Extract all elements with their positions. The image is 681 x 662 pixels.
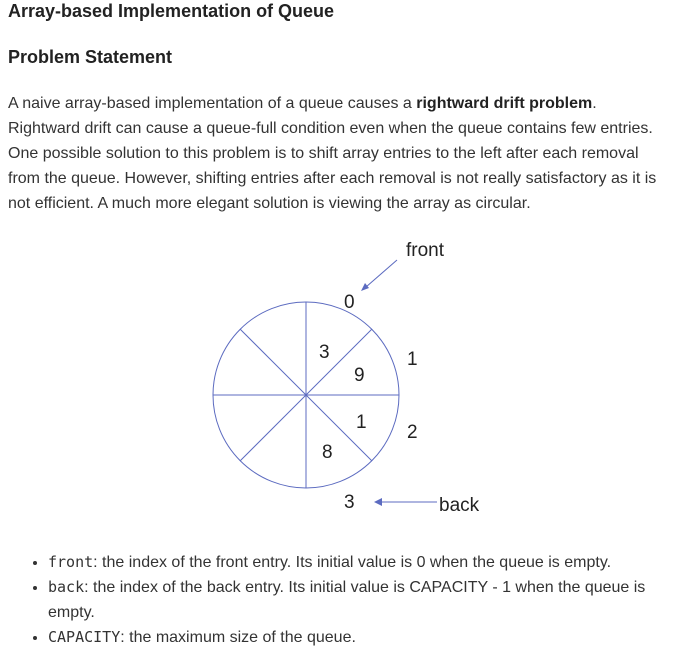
list-item	[48, 625, 681, 650]
back-arrowhead	[374, 498, 382, 506]
list-item	[48, 575, 681, 625]
front-arrowhead	[361, 283, 369, 291]
intro-paragraph	[8, 91, 672, 216]
index-label: 2	[407, 422, 418, 443]
back-label: back	[439, 495, 480, 516]
index-label: 0	[344, 292, 355, 313]
cell-value: 1	[356, 412, 367, 433]
circular-array-diagram	[0, 225, 681, 525]
definition-list	[30, 550, 681, 650]
cell-value: 9	[354, 365, 365, 386]
definition-text: : the maximum size of the queue.	[120, 629, 356, 646]
cell-value: 3	[319, 342, 330, 363]
intro-text-2: . Rightward drift can cause a queue-full condition even when the queue contains few entries. One possible solution to this problem is to shift array entries to the left after each removal from the queue. However, shifting entries after each removal is not really satisfactory as it is not efficient. A much more elegant solution is viewing the array as circular.	[8, 95, 657, 212]
section-title: Problem Statement	[8, 47, 173, 67]
front-label: front	[406, 240, 445, 261]
code-term: back	[48, 578, 85, 596]
index-label: 1	[407, 349, 418, 370]
front-arrow-line	[366, 260, 397, 287]
list-item	[48, 550, 681, 575]
code-term: CAPACITY	[48, 628, 121, 646]
code-term: front	[48, 553, 94, 571]
definition-text: : the index of the front entry. Its initial value is 0 when the queue is empty.	[93, 554, 612, 571]
intro-text-1: A naive array-based implementation of a queue causes a	[8, 95, 417, 112]
definition-text: : the index of the back entry. Its initial value is CAPACITY - 1 when the queue is empty.	[48, 579, 646, 621]
index-label: 3	[344, 492, 355, 513]
cell-value: 8	[322, 442, 333, 463]
intro-bold-term: rightward drift problem	[416, 95, 593, 112]
page-title: Array-based Implementation of Queue	[8, 1, 335, 21]
